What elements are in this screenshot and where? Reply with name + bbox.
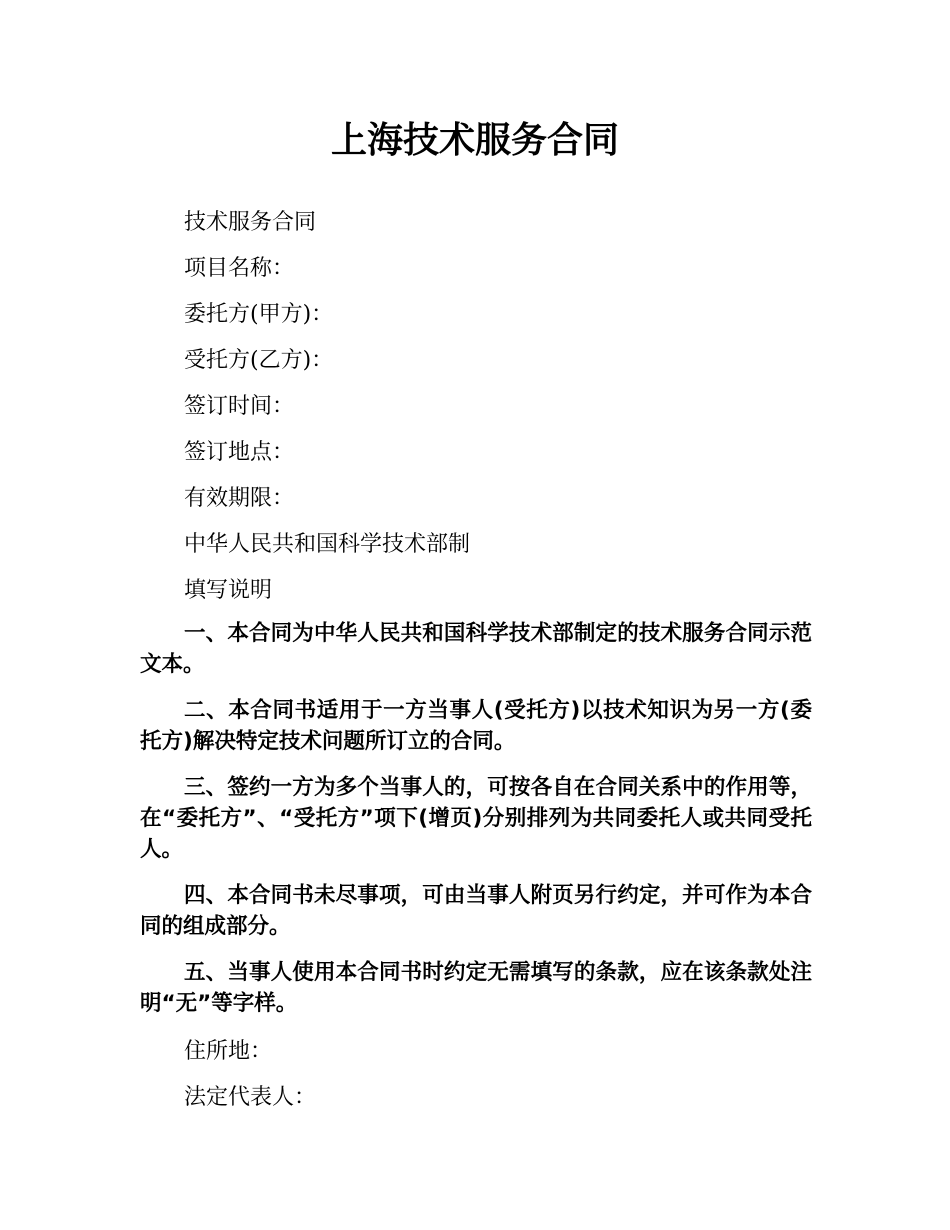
instruction-item-1: 一、本合同为中华人民共和国科学技术部制定的技术服务合同示范文本。	[140, 621, 812, 677]
spacer	[140, 1019, 812, 1029]
cover-line-contract-type: 技术服务合同	[184, 210, 317, 235]
cover-line-signing-place: 签订地点：	[184, 440, 295, 465]
cover-line-validity: 有效期限：	[184, 486, 295, 511]
instruction-item-5: 五、当事人使用本合同书时约定无需填写的条款，应在该条款处注明“无”等字样。	[140, 960, 812, 1016]
field-legal-representative: 法定代表人：	[184, 1085, 317, 1110]
instruction-item-3: 三、签约一方为多个当事人的，可按各自在合同关系中的作用等，在“委托方”、“受托方”项下(增页)分别排列为共同委托人或共同受托人。	[140, 775, 812, 862]
document-title: 上海技术服务合同	[330, 120, 619, 161]
cover-line-instructions-heading: 填写说明	[184, 578, 273, 603]
instruction-item-2: 二、本合同书适用于一方当事人(受托方)以技术知识为另一方(委托方)解决特定技术问题所订立的合同。	[140, 698, 812, 754]
field-address: 住所地：	[184, 1039, 273, 1064]
cover-line-party-b: 受托方(乙方)：	[184, 348, 334, 373]
cover-line-party-a: 委托方(甲方)：	[184, 302, 334, 327]
cover-line-project-name: 项目名称：	[184, 256, 295, 281]
document-body	[140, 200, 812, 1121]
cover-line-signing-time: 签订时间：	[184, 394, 295, 419]
instruction-item-4: 四、本合同书未尽事项，可由当事人附页另行约定，并可作为本合同的组成部分。	[140, 883, 812, 939]
cover-line-issuer: 中华人民共和国科学技术部制	[184, 532, 471, 557]
